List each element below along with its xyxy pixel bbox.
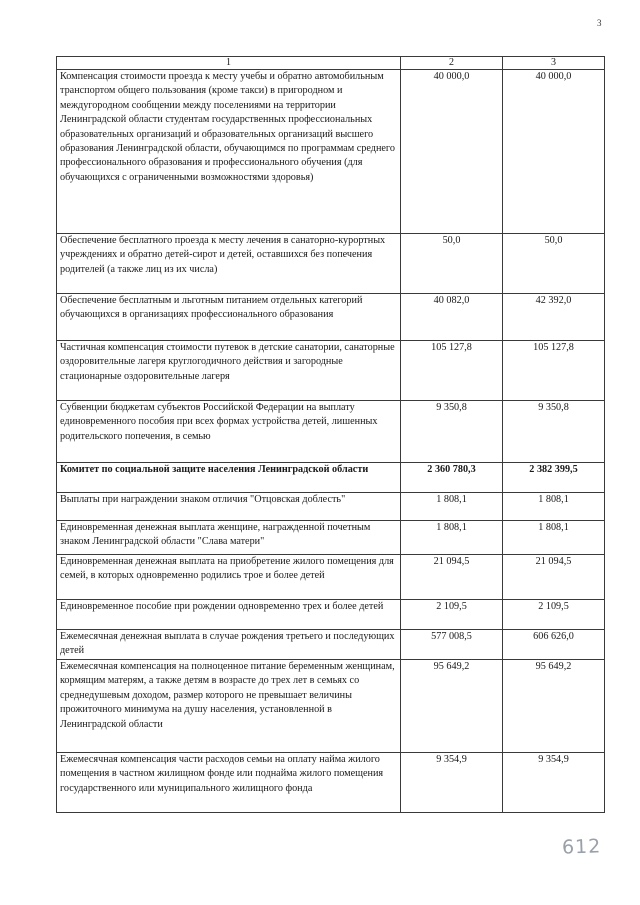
row-description: Ежемесячная компенсация части расходов семьи на оплату найма жилого помещения в частном жилищном фонде или поднайма жилого помещения государственного или муниципального жилищного фонда — [57, 753, 401, 813]
row-value-2: 105 127,8 — [401, 341, 503, 401]
row-value-2: 50,0 — [401, 234, 503, 294]
row-value-3: 40 000,0 — [503, 70, 605, 234]
row-description: Ежемесячная компенсация на полноценное питание беременным женщинам, кормящим матерям, а также детям в возрасте до трех лет в семьях со среднедушевым доходом, размер которого не превышает величины прожиточного минимума на душу населения, установленной в Ленинградской области — [57, 660, 401, 753]
row-value-3: 42 392,0 — [503, 294, 605, 341]
table-row — [57, 234, 605, 294]
row-value-3: 2 382 399,5 — [503, 463, 605, 493]
row-value-3: 9 354,9 — [503, 753, 605, 813]
row-value-2: 9 354,9 — [401, 753, 503, 813]
row-description: Единовременная денежная выплата на приобретение жилого помещения для семей, в которых одновременно родились трое и более детей — [57, 555, 401, 600]
row-value-2: 9 350,8 — [401, 401, 503, 463]
row-value-2: 95 649,2 — [401, 660, 503, 753]
table-row — [57, 660, 605, 753]
row-description: Обеспечение бесплатного проезда к месту лечения в санаторно-курортных учреждениях и обратно детей-сирот и детей, оставшихся без попечения родителей (а также лиц из их числа) — [57, 234, 401, 294]
row-value-2: 577 008,5 — [401, 630, 503, 660]
row-description: Компенсация стоимости проезда к месту учебы и обратно автомобильным транспортом общего пользования (кроме такси) в пригородном и междугородном сообщении между поселениями на территории Ленинградской области студентам государственных профессиональных образовательных организаций и образовательных организаций высшего образования Ленинградской области, обучающимся по программам среднего профессионального образования и профессионального обучения (для обучающихся с ограниченными возможностями здоровья) — [57, 70, 401, 234]
row-value-3: 9 350,8 — [503, 401, 605, 463]
row-value-3: 105 127,8 — [503, 341, 605, 401]
table-row — [57, 600, 605, 630]
header-col-3: 3 — [503, 57, 605, 70]
row-description: Субвенции бюджетам субъектов Российской Федерации на выплату единовременного пособия при всех формах устройства детей, лишенных родительского попечения, в семью — [57, 401, 401, 463]
header-col-2: 2 — [401, 57, 503, 70]
row-value-3: 606 626,0 — [503, 630, 605, 660]
row-value-2: 21 094,5 — [401, 555, 503, 600]
table-row — [57, 555, 605, 600]
row-value-2: 2 109,5 — [401, 600, 503, 630]
row-description: Единовременное пособие при рождении одновременно трех и более детей — [57, 600, 401, 630]
table-row — [57, 493, 605, 521]
row-value-3: 50,0 — [503, 234, 605, 294]
row-description: Единовременная денежная выплата женщине, награжденной почетным знаком Ленинградской области "Слава матери" — [57, 521, 401, 555]
row-value-2: 1 808,1 — [401, 521, 503, 555]
row-description: Обеспечение бесплатным и льготным питанием отдельных категорий обучающихся в организациях профессионального образования — [57, 294, 401, 341]
row-value-2: 2 360 780,3 — [401, 463, 503, 493]
row-value-2: 40 082,0 — [401, 294, 503, 341]
row-description: Частичная компенсация стоимости путевок в детские санатории, санаторные оздоровительные лагеря круглогодичного действия и загородные стационарные оздоровительные лагеря — [57, 341, 401, 401]
stamp-number: 612 — [561, 835, 602, 859]
table-row — [57, 630, 605, 660]
row-value-3: 1 808,1 — [503, 521, 605, 555]
table-row-section — [57, 463, 605, 493]
table-row — [57, 341, 605, 401]
section-title: Комитет по социальной защите населения Ленинградской области — [57, 463, 401, 493]
budget-table — [56, 56, 605, 813]
table-row — [57, 521, 605, 555]
row-value-2: 1 808,1 — [401, 493, 503, 521]
row-description: Ежемесячная денежная выплата в случае рождения третьего и последующих детей — [57, 630, 401, 660]
table-row — [57, 70, 605, 234]
table-header-row — [57, 57, 605, 70]
row-value-3: 21 094,5 — [503, 555, 605, 600]
row-description: Выплаты при награждении знаком отличия "Отцовская доблесть" — [57, 493, 401, 521]
row-value-2: 40 000,0 — [401, 70, 503, 234]
page-number: 3 — [597, 18, 602, 28]
row-value-3: 2 109,5 — [503, 600, 605, 630]
table-row — [57, 753, 605, 813]
row-value-3: 1 808,1 — [503, 493, 605, 521]
header-col-1: 1 — [57, 57, 401, 70]
row-value-3: 95 649,2 — [503, 660, 605, 753]
table-row — [57, 294, 605, 341]
table-row — [57, 401, 605, 463]
